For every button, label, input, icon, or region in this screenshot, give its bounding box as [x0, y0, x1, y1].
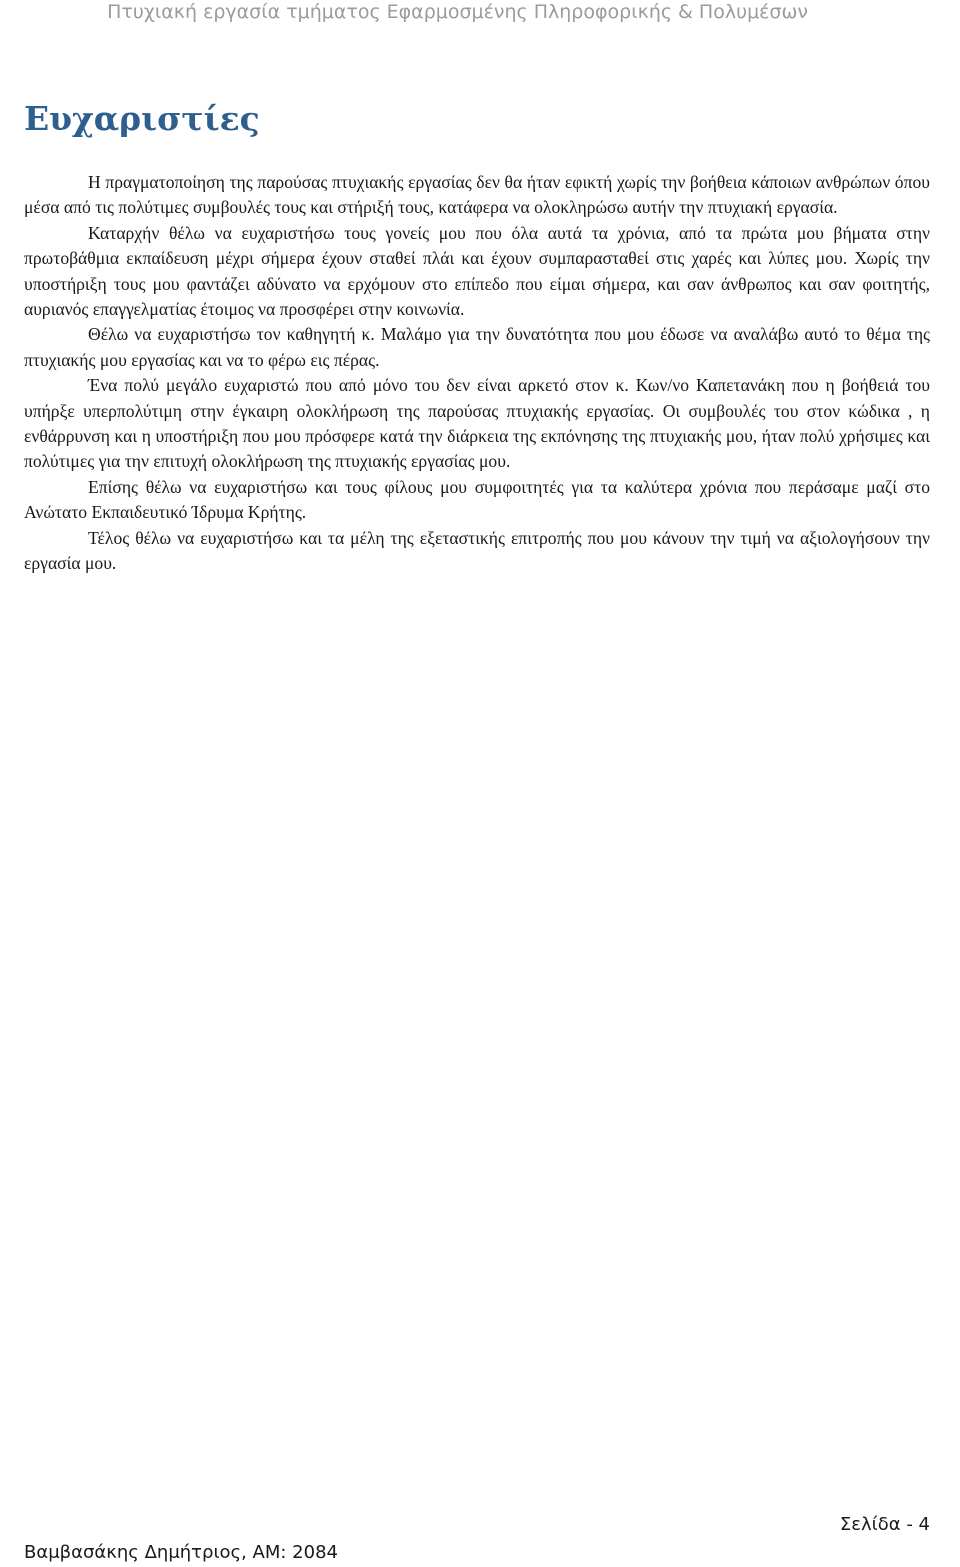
paragraph-professor: Θέλω να ευχαριστήσω τον καθηγητή κ. Μαλάμο για την δυνατότητα που μου έδωσε να αναλάβω αυτό το θέμα της πτυχιακής μου εργασίας και να το φέρω εις πέρας.	[24, 324, 930, 370]
footer-author: Βαμβασάκης Δημήτριος, ΑΜ: 2084	[24, 1542, 338, 1563]
section-title: Ευχαριστίες	[24, 99, 260, 138]
acknowledgements-body	[24, 170, 930, 577]
paragraph-committee: Τέλος θέλω να ευχαριστήσω και τα μέλη της εξεταστικής επιτροπής που μου κάνουν την τιμή να αξιολογήσουν την εργασία μου.	[24, 527, 930, 574]
paragraph-parents: Καταρχήν θέλω να ευχαριστήσω τους γονείς μου που όλα αυτά τα χρόνια, από τα πρώτα μου βήματα στην πρωτοβάθμια εκπαίδευση μέχρι σήμερα έχουν σταθεί πλάι και έχουν συμπαρασταθεί στις χαρές και λύπες μου. Χωρίς την υποστήριξη τους μου φαντάζει αδύνατο να ερχόμουν στο επίπεδο που είμαι σήμερα, και σαν άνθρωπος και σαν φοιτητής, αυριανός επαγγελματίας έτοιμος να προσφέρει στην κοινωνία.	[24, 222, 930, 320]
paragraph-friends: Επίσης θέλω να ευχαριστήσω και τους φίλους μου συμφοιτητές για τα καλύτερα χρόνια που περάσαμε μαζί στο Ανώτατο Εκπαιδευτικό Ίδρυμα Κρήτης.	[24, 476, 930, 523]
page-number: Σελίδα - 4	[839, 1514, 930, 1535]
running-header	[107, 0, 808, 24]
running-header-title: Πτυχιακή εργασία τμήματος Εφαρμοσμένης Πληροφορικής & Πολυμέσων	[107, 1, 808, 23]
paragraph-intro: Η πραγματοποίηση της παρούσας πτυχιακής εργασίας δεν θα ήταν εφικτή χωρίς την βοήθεια κάποιων ανθρώπων όπου μέσα από τις πολύτιμες συμβουλές τους και στήριξή τους, κατάφερα να ολοκληρώσω αυτήν την πτυχιακή εργασία.	[24, 172, 930, 218]
paragraph-advisor: Ένα πολύ μεγάλο ευχαριστώ που από μόνο του δεν είναι αρκετό στον κ. Κων/νο Καπετανάκη που η βοήθειά του υπήρξε υπερπολύτιμη στην έγκαιρη ολοκλήρωση της παρούσας πτυχιακής εργασίας. Οι συμβουλές του στον κώδικα , η ενθάρρυνση και η υποστήριξη που μου πρόσφερε κατά την διάρκεια της εκπόνησης της πτυχιακής μου, ήταν πολύ χρήσιμες και πολύτιμες για την επιτυχή ολοκλήρωση της πτυχιακής εργασίας μου.	[24, 375, 930, 472]
